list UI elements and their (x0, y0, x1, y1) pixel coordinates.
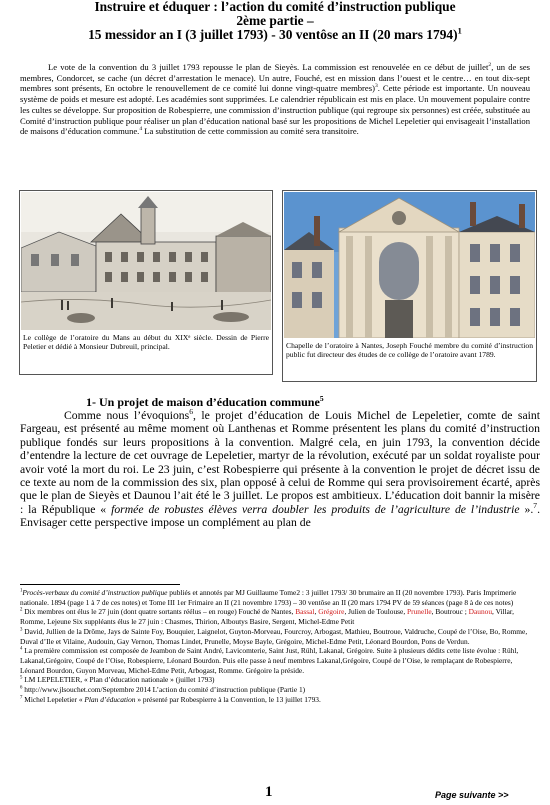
illustration-caption: Chapelle de l’oratoire à Nantes, Joseph Fouché membre du comité d’instruction public fut directeur des études de ce collège de l’oratoire avant 1789. (286, 341, 533, 360)
intro-paragraph: Le vote de la convention du 3 juillet 1793 repousse le plan de Sieyès. La commission est renouvelée en ce début de juillet$^2$, un de ses membres, Condorcet, se cache (un décret d’arrestation le menace). Un autre, Fouché, est en mission dans l’ouest et le centre… en tout dix-sept membres sont présents, En octobre le renouvellement de ce comité lui donne vingt-quatre membres)$^3$. Cette période est importante. Un nouveau système de poids et mesure est adopté. Les académies sont supprimées. Le calendrier républicain est mis en place. Un mouvement populaire contre les cultes se développe. Sur proposition de Robespierre, une commission d’instruction publique (qui regroupe six personnes) est créée, substituée au Comité d’instruction publique pour réaliser un plan d’éducation national basé sur les propositions de Michel Lepeletier qui envisageait l’installation de maisons d’éducation commune.$^4$ La substitution de cette commission au comité sera transitoire. (20, 62, 531, 137)
footnote: $^7$ Michel Lepeletier « Plan d’éducation » présenté par Robespierre à la Convention, le 13 juillet 1793. (20, 694, 321, 704)
footnote-ref[interactable]: 7 (533, 500, 538, 510)
next-page-link[interactable]: Page suivante >> (435, 790, 509, 800)
footnote-ref[interactable]: 2 (488, 62, 492, 69)
section-1 (20, 395, 540, 530)
main-title: Instruire et éduquer : l’action du comité d’instruction publique (94, 0, 456, 14)
illustrations (19, 190, 535, 380)
footnote-ref[interactable]: 4 (139, 126, 143, 133)
footnote: $^3$ David, Jullien de la Drôme, Jays de Sainte Foy, Bouquier, Laignelot, Guyton-Morveau, Fourcroy, Arbogast, Mathieu, Boutroue, Valdruche, Coupé de l’Oise, Bo, Romme, Duval d’Ile et Vilaine, Audouin, Gay Vernon, Thomas Lindet, Prunelle, Moyse Bayle, Grégoire, Michel-Edme Petit, Léonard Bourdon, Pons de Verdun. (20, 626, 528, 646)
footnote-ref[interactable]: 5 (319, 394, 324, 403)
date-range: 15 messidor an I (3 juillet 1793) - 30 ventôse an II (20 mars 1794)$^1$ (88, 25, 462, 42)
footnote-ref[interactable]: 1 (457, 25, 462, 36)
footnote-separator (20, 584, 180, 585)
page-number: 1 (265, 784, 273, 800)
section-body: Comme nous l’évoquions$^6$, le projet d’éducation de Louis Michel de Lepeletier, comte de saint Fargeau, est présenté au même moment où Lanthenas et Romme présentent les plans du comité d’instruction publique fondés sur leurs propositions à la convention. Malgré cela, en juin 1793, la convention décide d’entendre la lecture de cet ouvrage de Lepeletier, martyr de la révolution, exécuté par un soldat royaliste pour avoir voté la mort du roi. Le 23 juin, c’est Robespierre qui présente à la convention le projet de décret issu de ce texte au nom de la commission des six, plan opposé à celui de Romme qui sera provisoirement écarté, après que le plan de Sieyès et Daunou l’ait été le 3 juillet. Le propos est ambitieux. L’éducation doit bannir la misère : la République « formée de robustes élèves verra doubler les produits de l’agriculture de l’industrie ».$^7$. Envisager cette perspective impose un complément au plan de (20, 407, 540, 530)
quote: formée de robustes élèves verra doubler les produits de l’agriculture de l’industrie (111, 502, 520, 516)
footnote: $^1$Procès-verbaux du comité d’instruction publique publiés et annotés par MJ Guillaume Tome2 : 3 juillet 1793/ 30 brumaire an II (20 novembre 1793). Paris Imprimerie nationale. 1894 (page 1 à 7 de ces notes) et Tome III 1er Frimaire an II (21 novembre 1793) – 30 ventôse an II (20 mars 1794 PV de 59 séances (page 8 à de ces notes) (20, 588, 517, 607)
chapel-photo (284, 192, 535, 338)
footnote-link[interactable]: http://www.jlsouchet.com/Septembre 2014 L’action du comité d’instruction publique (Partie 1) (22, 685, 306, 695)
part-label: 2ème partie – (236, 13, 314, 28)
engraving-image (21, 192, 271, 330)
section-heading: 1- Un projet de maison d’éducation commune$^5$ (86, 394, 324, 409)
footnote: $^6$ http://www.jlsouchet.com/Septembre 2014 L’action du comité d’instruction publique (Partie 1) (20, 685, 306, 695)
footnote: $^5$ LM LEPELETIER, « Plan d’éducation nationale » (juillet 1793) (20, 675, 215, 685)
footnote-ref[interactable]: 3 (374, 83, 378, 90)
footnote: $^4$ La première commission est composée de Jeambon de Saint André, Lavicomterie, Saint Just, Rühl, Lakanal, Grégoire. Suite à plusieurs dédits cette liste évolue : Rühl, Lakanal,Grégoire, Coupé de l’Oise, Robespierre, Léonard Bourdon. Puis elle passe à neuf membres Lakanal,Grégoire, Coupé de l’Oise, le remplaçant de Robespierre, Léonard Bourdon, Guyon Morveau, Michel-Edme Petit, Arbogast, Romme. Grégoire la préside. (20, 646, 519, 675)
illustration-chapelle-nantes (282, 190, 537, 382)
illustration-college-mans (19, 190, 273, 375)
footnote: $^2$ Dix membres ont élus le 27 juin (dont quatre sortants réélus – en rouge) Fouché de Nantes, Bassal, Grégoire, Julien de Toulouse, Prunelle, Boutrouc ; Daunou, Villar, Romme, Lejeune Six suppléants élus le 27 juin : Chasmes, Thirion, Alboutys Basire, Sergent, Michel-Edme Petit (20, 607, 514, 627)
illustration-caption: Le collège de l’oratoire du Mans au début du XIXᵉ siècle. Dessin de Pierre Peletier et dédié à Monsieur Dubreuil, principal. (23, 333, 269, 352)
footnotes (20, 588, 535, 704)
document-title (10, 0, 540, 42)
footnote-ref[interactable]: 6 (189, 407, 193, 417)
